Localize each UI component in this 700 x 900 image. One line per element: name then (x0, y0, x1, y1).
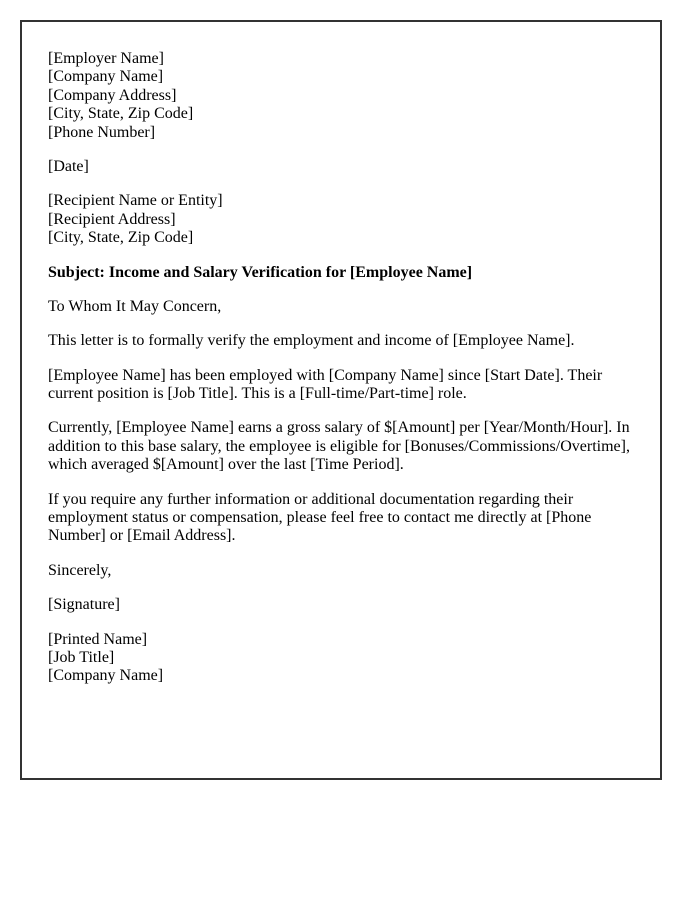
signature-placeholder (48, 596, 634, 614)
recipient-address-block-line: [City, State, Zip Code] (48, 229, 194, 247)
salutation (48, 298, 634, 316)
paragraph-salary-line: Currently, [Employee Name] earns a gross salary of $[Amount] per [Year/Month/Hour]. In addition to this base salary, the employee is eligible for [Bonuses/Commissions/Overtime], which averaged $[Amount] over the last [Time Period]. (48, 419, 630, 474)
date-line-line: [Date] (48, 157, 89, 175)
letter-body (48, 50, 634, 686)
signature-block-line: [Printed Name] (48, 630, 148, 648)
signature-placeholder-line: [Signature] (48, 596, 120, 614)
salutation-line: To Whom It May Concern, (48, 297, 222, 315)
sender-address-block-line: [Employer Name] (48, 50, 164, 67)
signature-block-line: [Company Name] (48, 667, 164, 685)
sender-address-block-line: [Phone Number] (48, 123, 156, 141)
paragraph-salary (48, 419, 634, 474)
paragraph-intro-line: This letter is to formally verify the employment and income of [Employee Name]. (48, 332, 575, 350)
recipient-address-block-line: [Recipient Address] (48, 210, 176, 228)
recipient-address-block-line: [Recipient Name or Entity] (48, 192, 223, 210)
sender-address-block-line: [Company Address] (48, 86, 177, 104)
letter-page (20, 20, 662, 780)
signature-block (48, 631, 634, 686)
paragraph-employment-line: [Employee Name] has been employed with [Company Name] since [Start Date]. Their current position is [Job Title]. This is a [Full-time/Part-time] role. (48, 366, 603, 403)
sender-address-block (48, 50, 634, 142)
closing-line: Sincerely, (48, 561, 112, 579)
subject-line-line: Subject: Income and Salary Verification for [Employee Name] (48, 263, 473, 281)
recipient-address-block (48, 192, 634, 247)
closing (48, 562, 634, 580)
subject-line (48, 264, 634, 282)
paragraph-intro (48, 332, 634, 350)
signature-block-line: [Job Title] (48, 648, 115, 666)
paragraph-contact-line: If you require any further information or additional documentation regarding their employment status or compensation, please feel free to contact me directly at [Phone Number] or [Email Address]. (48, 490, 592, 545)
paragraph-employment (48, 367, 634, 404)
date-line (48, 158, 634, 176)
sender-address-block-line: [City, State, Zip Code] (48, 105, 194, 123)
paragraph-contact (48, 491, 634, 546)
sender-address-block-line: [Company Name] (48, 68, 164, 86)
